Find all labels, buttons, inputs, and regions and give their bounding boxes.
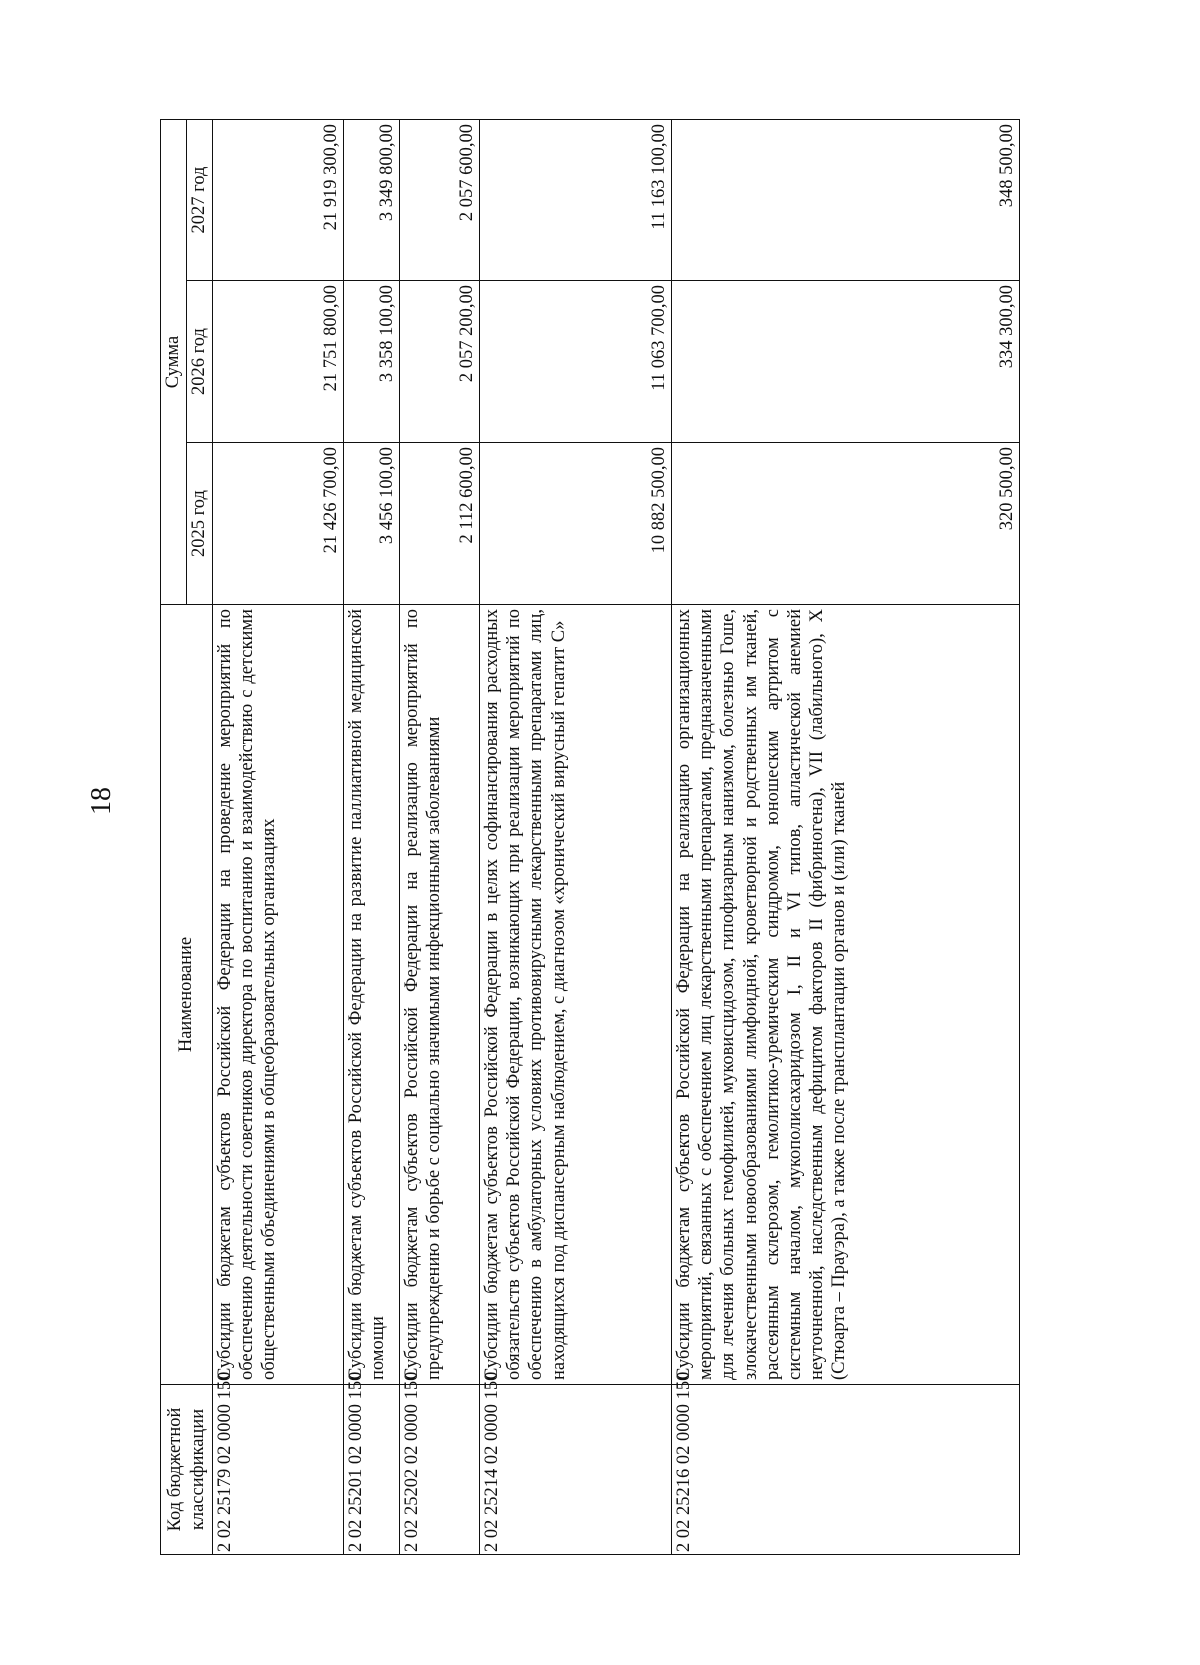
row-name: Субсидии бюджетам субъектов Российской Федерации в целях софинансирования расходных обязательств субъектов Российской Федерации, возникающих при реализации мероприятий по обеспечению в амбулаторных условиях противовирусными лекарственными препаратами лиц, находящихся под диспансерным наблюдением, с диагнозом «хронический вирусный гепатит С» (480, 605, 672, 1385)
header-code: Код бюджетной классификации (161, 1385, 213, 1555)
row-code: 2 02 25216 02 0000 150 (672, 1385, 1020, 1555)
row-name: Субсидии бюджетам субъектов Российской Федерации на реализацию организационных мероприятий, связанных с обеспечением лиц лекарственными препаратами, предназначенными для лечения больных гемофилией, муковисцидозом, гипофизарным нанизмом, болезнью Гоше, злокачественными новообразованиями лимфоидной, кроветворной и родственных им тканей, рассеянным склерозом, гемолитико-уремическим синдромом, юношеским артритом с системным началом, мукополисахаридозом I, II и VI типов, апластической анемией неуточненной, наследственным дефицитом факторов II (фибриногена), VII (лабильного), X (Стюарта – Прауэра), а также после трансплантации органов и (или) тканей (672, 605, 1020, 1385)
row-amount-2026: 21 751 800,00 (213, 281, 344, 443)
header-year-2026: 2026 год (187, 281, 213, 443)
header-year-2025: 2025 год (187, 443, 213, 605)
header-year-2027: 2027 год (187, 119, 213, 280)
row-amount-2027: 11 163 100,00 (480, 119, 672, 280)
row-name: Субсидии бюджетам субъектов Российской Федерации на реализацию мероприятий по предупреждению и борьбе с социально значимыми инфекционными заболеваниями (400, 605, 480, 1385)
row-amount-2026: 3 358 100,00 (344, 281, 400, 443)
table-row (400, 119, 480, 1554)
row-amount-2025: 10 882 500,00 (480, 443, 672, 605)
row-code: 2 02 25214 02 0000 150 (480, 1385, 672, 1555)
row-amount-2027: 2 057 600,00 (400, 119, 480, 280)
row-code: 2 02 25202 02 0000 150 (400, 1385, 480, 1555)
row-name: Субсидии бюджетам субъектов Российской Федерации на проведение мероприятий по обеспечению деятельности советников директора по воспитанию и взаимодействию с детскими общественными объединениями в общеобразовательных организациях (213, 605, 344, 1385)
row-code: 2 02 25179 02 0000 150 (213, 1385, 344, 1555)
header-sum: Сумма (161, 119, 187, 604)
header-name: Наименование (161, 605, 213, 1385)
row-amount-2026: 11 063 700,00 (480, 281, 672, 443)
budget-table (160, 119, 1020, 1555)
row-amount-2025: 2 112 600,00 (400, 443, 480, 605)
table-row (672, 119, 1020, 1554)
rotated-table-container (160, 120, 1020, 1555)
row-name: Субсидии бюджетам субъектов Российской Федерации на развитие паллиативной медицинской помощи (344, 605, 400, 1385)
row-amount-2026: 334 300,00 (672, 281, 1020, 443)
row-amount-2026: 2 057 200,00 (400, 281, 480, 443)
page-number: 18 (86, 787, 117, 815)
table-row (213, 119, 344, 1554)
table-row (344, 119, 400, 1554)
row-code: 2 02 25201 02 0000 150 (344, 1385, 400, 1555)
row-amount-2027: 3 349 800,00 (344, 119, 400, 280)
row-amount-2025: 320 500,00 (672, 443, 1020, 605)
row-amount-2027: 21 919 300,00 (213, 119, 344, 280)
table-row (480, 119, 672, 1554)
row-amount-2025: 3 456 100,00 (344, 443, 400, 605)
row-amount-2025: 21 426 700,00 (213, 443, 344, 605)
row-amount-2027: 348 500,00 (672, 119, 1020, 280)
